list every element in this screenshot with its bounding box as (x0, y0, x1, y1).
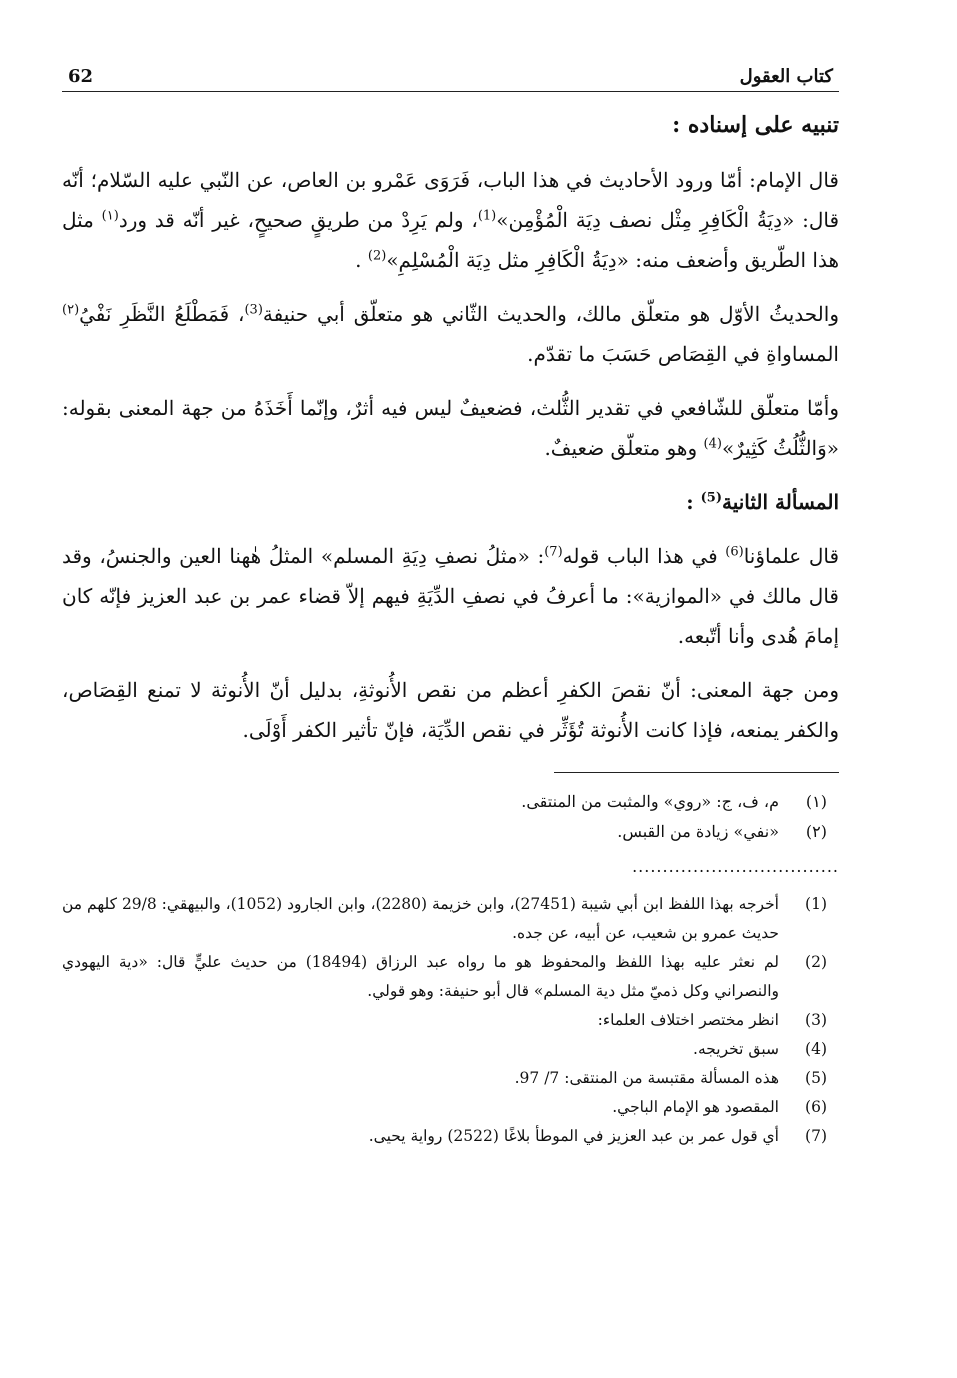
paragraph-3-tail: وهو متعلّق ضعيفٌ. (544, 436, 704, 460)
paragraph-5-text: ومن جهة المعنى: أنّ نقصَ الكفرِ أعظم من نقص الأُنوثةِ، بدليل أنّ الأُنوثة لا تمنع القِصَاص، والكفر يمنعه، فإذا كانت الأُنوثة تُؤَثِّر في نقص الدِّيَة، فإنّ تأثير الكفر أَوْلَى. (62, 678, 839, 742)
endnote (62, 1064, 827, 1093)
subheading-text: المسألة الثانية (721, 490, 839, 514)
footnote-ref: (7) (544, 544, 563, 560)
footnote-ref: (4) (703, 436, 722, 452)
endnote-text: أي قول عمر بن عبد العزيز في الموطأ بلاغًا (2522) رواية يحيى. (368, 1127, 779, 1145)
paragraph-1-tail: مثل هذا الطّريق وأضعف منه: «دِيَةُ الْكَافِرِ مثل دِيَة الْمُسْلِمِ» (62, 208, 839, 272)
footnote-ref: (1) (477, 208, 497, 224)
endnote-text: هذه المسألة مقتبسة من المنتقى: 7/ 97. (514, 1069, 779, 1087)
paragraph-5 (62, 670, 839, 750)
paragraph-4-tail: : «مثلُ نصفِ دِيَةِ المسلم» المثلُ هٰهنا العين والجنسُ، وقد قال مالك في «الموازية»: ما أعرفُ في نصفِ الدِّيَةِ فيهم إلاّ قضاء عمر بن عبد العزيز فإنّه كان إمامَ هُدى وأنا أتّبعه. (62, 544, 839, 648)
endnote (62, 1006, 827, 1035)
endnote-number: (5) (805, 1069, 827, 1087)
endnotes (62, 890, 839, 1151)
dotted-separator: .................................. (632, 857, 839, 876)
note-number: (٢) (805, 822, 827, 841)
footnote-divider (554, 772, 839, 773)
footnote-ref: (2) (367, 248, 387, 264)
paragraph-2-tail: المساواةِ في القِصَاص حَسَبَ ما تقدّم. (527, 342, 839, 366)
endnote-number: (6) (805, 1098, 827, 1116)
paragraph-1-end: . (355, 248, 368, 272)
endnote-number: (1) (805, 895, 827, 913)
endnote (62, 1035, 827, 1064)
endnote-number: (4) (805, 1040, 827, 1058)
manuscript-note (62, 817, 827, 847)
endnote-text: لم نعثر عليه بهذا اللفظ والمحفوظ هو ما رواه عبد الرزاق (18494) من حديث عليٍّ قال: «دية اليهودي والنصراني وكل ذميّ مثل دية المسلم» قال أبو حنيفة: وهو قولي. (62, 953, 780, 1000)
manuscript-note (62, 787, 827, 817)
note-number: (١) (805, 792, 827, 811)
endnote-number: (2) (805, 953, 827, 971)
paragraph-1-text: قال الإمام: أمّا ورود الأحاديث في هذا الباب، فَرَوَى عَمْرو بن العاص، عن النّبي عليه السّلام؛ أنّه قال: «دِيَةُ الْكَافِرِ مِثْل نصف دِيَة الْمُؤْمِن» (62, 168, 839, 232)
footnote-ref: (٢) (62, 302, 80, 318)
endnote-text: أخرجه بهذا اللفظ ابن أبي شيبة (27451)، وابن خزيمة (2280)، وابن الجارود (1052)، والبيهقي: 29/8 كلهم من حديث عمرو بن شعيب، عن أبيه، عن جده. (62, 895, 779, 942)
endnote-text: المقصود هو الإمام الباجي. (612, 1098, 779, 1116)
page-header (62, 66, 839, 92)
paragraph-3 (62, 388, 839, 468)
main-content (62, 112, 839, 1151)
endnote (62, 890, 827, 948)
paragraph-4-text: قال علماؤنا (743, 544, 840, 568)
paragraph-2-text: والحديثُ الأوّل هو متعلّق مالك، والحديث الثّاني هو متعلّق أبي حنيفة (262, 302, 839, 326)
footnote-ref: (١) (101, 208, 119, 224)
paragraph-4-mid: في هذا الباب قوله (562, 544, 726, 568)
endnote (62, 948, 827, 1006)
subsection-heading (62, 482, 839, 522)
paragraph-4 (62, 536, 839, 656)
endnote-number: (3) (805, 1011, 827, 1029)
endnote (62, 1093, 827, 1122)
paragraph-2 (62, 294, 839, 374)
footnote-ref: (3) (244, 302, 263, 318)
paragraph-1-mid: ، ولم يَرِدْ من طريقٍ صحيحٍ، غير أنّه قد ورد (118, 208, 478, 232)
endnote-text: انظر مختصر اختلاف العلماء: (597, 1011, 779, 1029)
endnote-text: سبق تخريجه. (693, 1040, 779, 1058)
endnote (62, 1122, 827, 1151)
page-number: 62 (68, 66, 94, 87)
subheading-colon: : (686, 490, 694, 514)
book-title: كتاب العقول (739, 66, 833, 87)
footnote-ref: (5) (700, 490, 722, 506)
footnote-ref: (6) (725, 544, 744, 560)
paragraph-1 (62, 160, 839, 280)
note-text: «نفي» زيادة من القبس. (617, 822, 779, 841)
endnote-number: (7) (805, 1127, 827, 1145)
section-heading: تنبيه على إسناده : (672, 112, 839, 138)
manuscript-notes (62, 787, 839, 847)
note-text: م، ف، ج: «روي» والمثبت من المنتقى. (521, 792, 779, 811)
paragraph-2-mid: ، فَمَطْلَعُ النَّظَرِ نَفْيُ (79, 302, 245, 326)
paragraph-3-text: وأمّا متعلّق للشّافعي في تقدير الثُّلث، فضعيفٌ ليس فيه أثرٌ، وإنّما أَخَذَهُ من جهة المعنى بقوله: «وَالثُّلُثُ كَثِيرٌ» (62, 396, 839, 460)
